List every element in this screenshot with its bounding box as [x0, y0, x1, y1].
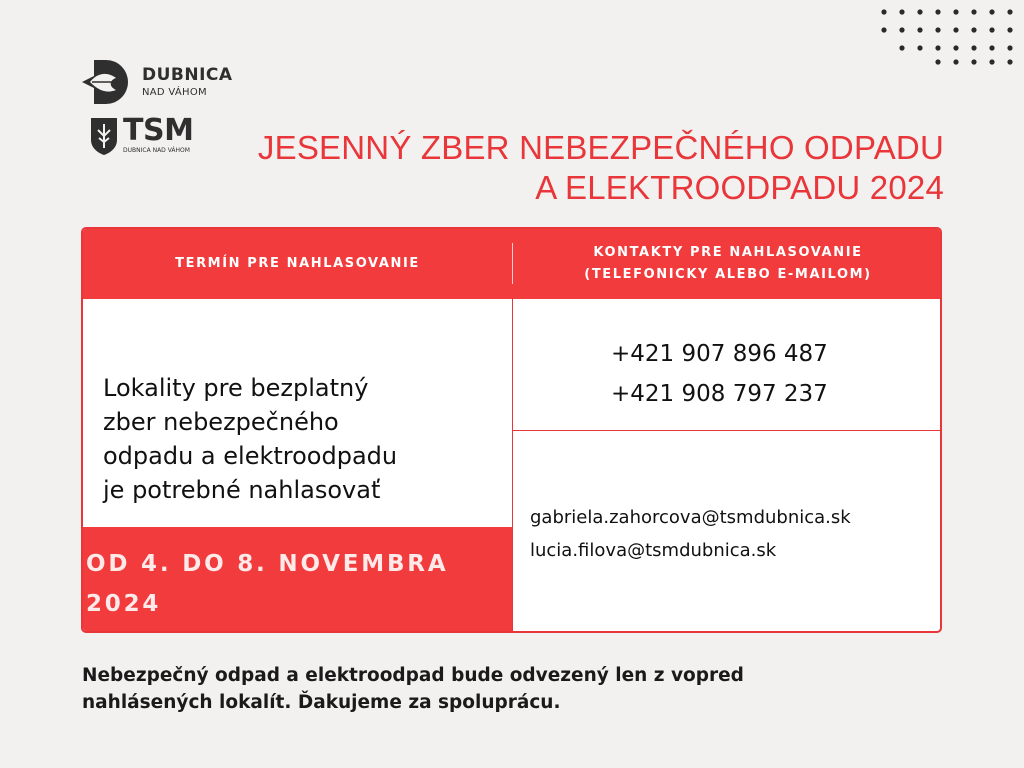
registration-info-text: [103, 371, 503, 507]
phone-number[interactable]: +421 907 896 487: [611, 341, 828, 367]
row-divider: [513, 430, 942, 431]
dot: [917, 27, 922, 32]
dot: [917, 45, 922, 50]
info-line: je potrebné nahlasovať: [103, 476, 381, 504]
footer-note: [82, 662, 962, 716]
table-header: [83, 229, 940, 299]
dot: [953, 27, 958, 32]
page-title: [258, 128, 944, 208]
header-contacts: [514, 229, 942, 299]
column-divider: [512, 299, 513, 633]
dot: [935, 27, 940, 32]
dot: [1007, 45, 1012, 50]
header-deadline: TERMÍN PRE NAHLASOVANIE: [175, 256, 420, 271]
dot: [881, 9, 886, 14]
dot: [1007, 9, 1012, 14]
dot: [899, 9, 904, 14]
dot: [917, 9, 922, 14]
header-contacts-line-1: KONTAKTY PRE NAHLASOVANIE: [593, 245, 863, 260]
dubnica-logo: [80, 58, 233, 106]
dot: [881, 27, 886, 32]
decorative-dot-grid: [874, 0, 1024, 70]
date-line: 2024: [86, 591, 162, 617]
info-table: [81, 227, 942, 633]
email-address[interactable]: gabriela.zahorcova@tsmdubnica.sk: [530, 507, 851, 528]
header-divider: [512, 243, 513, 284]
dot: [953, 59, 958, 64]
info-line: odpadu a elektroodpadu: [103, 442, 398, 470]
oak-leaf-d-logo-icon: [80, 58, 130, 106]
title-line-2: A ELEKTROODPADU 2024: [535, 169, 944, 206]
dot: [953, 45, 958, 50]
dot: [899, 27, 904, 32]
tsm-logo-subtitle: DUBNICA NAD VÁHOM: [123, 147, 190, 154]
dot: [935, 59, 940, 64]
tsm-logo: [90, 113, 194, 156]
info-line: Lokality pre bezplatný: [103, 374, 369, 402]
phone-number[interactable]: +421 908 797 237: [611, 381, 828, 407]
title-line-1: JESENNÝ ZBER NEBEZPEČNÉHO ODPADU: [257, 129, 944, 166]
dot: [953, 9, 958, 14]
dot: [971, 59, 976, 64]
dot: [1007, 27, 1012, 32]
header-contacts-line-2: (TELEFONICKY ALEBO E-MAILOM): [584, 267, 872, 282]
footer-line-1: Nebezpečný odpad a elektroodpad bude odvezený len z vopred: [82, 665, 744, 686]
dot: [935, 45, 940, 50]
dubnica-logo-name: DUBNICA: [142, 64, 233, 85]
dot: [899, 45, 904, 50]
footer-line-2: nahlásených lokalít. Ďakujeme za spoluprácu.: [82, 692, 561, 713]
shield-crest-icon: [90, 116, 118, 156]
dot: [1007, 59, 1012, 64]
dot: [935, 9, 940, 14]
dot: [989, 45, 994, 50]
tsm-logo-name: TSM: [123, 113, 194, 148]
dot: [971, 45, 976, 50]
info-line: zber nebezpečného: [103, 408, 339, 436]
date-line: OD 4. DO 8. NOVEMBRA: [86, 551, 449, 577]
dot: [971, 9, 976, 14]
email-address[interactable]: lucia.filova@tsmdubnica.sk: [530, 540, 777, 561]
dot: [989, 27, 994, 32]
dubnica-logo-subtitle: NAD VÁHOM: [142, 86, 207, 98]
date-banner: [83, 527, 512, 633]
email-list: [530, 501, 851, 567]
dot: [989, 59, 994, 64]
dot: [971, 27, 976, 32]
phone-list: [611, 334, 828, 414]
dot: [989, 9, 994, 14]
